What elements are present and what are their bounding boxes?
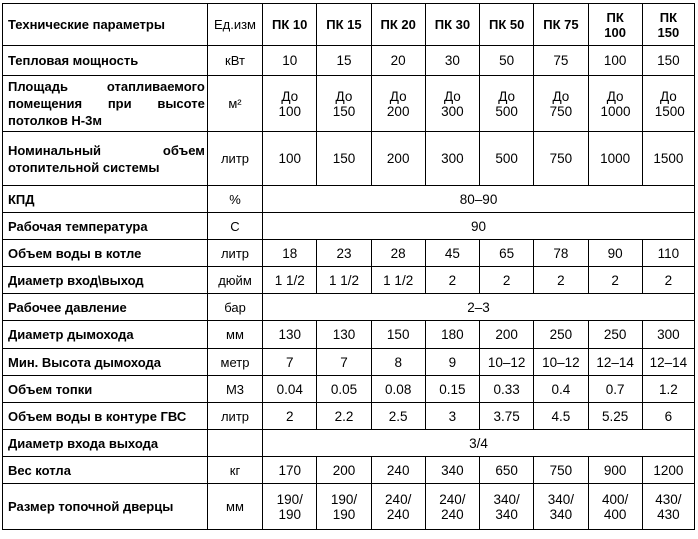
row-param: Рабочее давление	[3, 294, 208, 321]
row-value: До 1500	[642, 76, 694, 132]
row-param: Тепловая мощность	[3, 46, 208, 76]
table-row	[3, 321, 695, 349]
row-param: Объем воды в котле	[3, 240, 208, 267]
row-unit: литр	[207, 403, 262, 430]
row-value: 0.05	[317, 376, 371, 403]
row-value: 1 1/2	[371, 267, 425, 294]
row-param: Объем топки	[3, 376, 208, 403]
table-row	[3, 376, 695, 403]
row-unit: мм	[207, 321, 262, 349]
row-unit: метр	[207, 349, 262, 376]
row-value: 150	[642, 46, 694, 76]
row-value: 340/ 340	[534, 484, 588, 530]
row-value: До 1000	[588, 76, 642, 132]
row-value: 500	[480, 132, 534, 186]
row-param: Размер топочной дверцы	[3, 484, 208, 530]
row-value: 1200	[642, 457, 694, 484]
row-value: 18	[263, 240, 317, 267]
row-value: 240/ 240	[371, 484, 425, 530]
row-value: 2	[425, 267, 479, 294]
row-value: 4.5	[534, 403, 588, 430]
row-param: КПД	[3, 186, 208, 213]
row-unit: литр	[207, 240, 262, 267]
row-value: 12–14	[642, 349, 694, 376]
row-value: 200	[371, 132, 425, 186]
table-row	[3, 294, 695, 321]
row-unit: дюйм	[207, 267, 262, 294]
row-value: 340/ 340	[480, 484, 534, 530]
header-model: ПК 20	[371, 4, 425, 46]
table-row	[3, 267, 695, 294]
row-value: До 300	[425, 76, 479, 132]
row-value: 9	[425, 349, 479, 376]
row-value: 28	[371, 240, 425, 267]
row-value: 900	[588, 457, 642, 484]
row-value: 240	[371, 457, 425, 484]
row-param: Рабочая температура	[3, 213, 208, 240]
row-param: Диаметр дымохода	[3, 321, 208, 349]
row-value: 2	[263, 403, 317, 430]
row-value: 75	[534, 46, 588, 76]
row-value: 340	[425, 457, 479, 484]
table-row	[3, 484, 695, 530]
row-value: 240/ 240	[425, 484, 479, 530]
table-row	[3, 132, 695, 186]
row-value: 150	[317, 132, 371, 186]
header-model: ПК 150	[642, 4, 694, 46]
row-value: 7	[317, 349, 371, 376]
row-unit: С	[207, 213, 262, 240]
row-value: 2.5	[371, 403, 425, 430]
row-value: 3	[425, 403, 479, 430]
table-row	[3, 76, 695, 132]
header-model: ПК 100	[588, 4, 642, 46]
row-value: 110	[642, 240, 694, 267]
row-value: 200	[317, 457, 371, 484]
row-param: Объем воды в контуре ГВС	[3, 403, 208, 430]
row-value: 12–14	[588, 349, 642, 376]
row-unit: кВт	[207, 46, 262, 76]
table-row	[3, 457, 695, 484]
table-row	[3, 430, 695, 457]
header-model: ПК 75	[534, 4, 588, 46]
row-value: 50	[480, 46, 534, 76]
row-value: 400/ 400	[588, 484, 642, 530]
row-value: 250	[588, 321, 642, 349]
row-value: 1 1/2	[263, 267, 317, 294]
row-value: 190/ 190	[317, 484, 371, 530]
specs-table	[2, 3, 695, 530]
header-param: Технические параметры	[3, 4, 208, 46]
row-value: 200	[480, 321, 534, 349]
row-value: 250	[534, 321, 588, 349]
row-value: 2	[480, 267, 534, 294]
row-value: 10–12	[480, 349, 534, 376]
row-value: 90	[588, 240, 642, 267]
row-param: Мин. Высота дымохода	[3, 349, 208, 376]
row-value: 190/ 190	[263, 484, 317, 530]
row-merged-value: 80–90	[263, 186, 695, 213]
row-value: 8	[371, 349, 425, 376]
row-value: 130	[317, 321, 371, 349]
row-value: 2	[534, 267, 588, 294]
row-value: 5.25	[588, 403, 642, 430]
row-value: 1500	[642, 132, 694, 186]
table-row	[3, 403, 695, 430]
header-row	[3, 4, 695, 46]
row-value: До 750	[534, 76, 588, 132]
row-value: 10–12	[534, 349, 588, 376]
row-value: 7	[263, 349, 317, 376]
row-value: 30	[425, 46, 479, 76]
row-value: До 200	[371, 76, 425, 132]
row-value: 0.4	[534, 376, 588, 403]
row-value: 1000	[588, 132, 642, 186]
table-row	[3, 349, 695, 376]
row-value: 10	[263, 46, 317, 76]
header-unit: Ед.изм	[207, 4, 262, 46]
header-model: ПК 15	[317, 4, 371, 46]
row-unit: кг	[207, 457, 262, 484]
row-param: Вес котла	[3, 457, 208, 484]
row-value: 130	[263, 321, 317, 349]
row-param: Номинальный объем отопительной системы	[3, 132, 208, 186]
row-value: 0.15	[425, 376, 479, 403]
row-value: 0.33	[480, 376, 534, 403]
row-value: 150	[371, 321, 425, 349]
row-unit: %	[207, 186, 262, 213]
row-value: 3.75	[480, 403, 534, 430]
row-param: Диаметр вход\выход	[3, 267, 208, 294]
row-value: 750	[534, 132, 588, 186]
row-value: До 150	[317, 76, 371, 132]
row-value: 2	[588, 267, 642, 294]
row-value: 430/ 430	[642, 484, 694, 530]
row-unit: мм	[207, 484, 262, 530]
table-row	[3, 213, 695, 240]
row-unit: м²	[207, 76, 262, 132]
row-value: 0.7	[588, 376, 642, 403]
row-value: 6	[642, 403, 694, 430]
header-model: ПК 50	[480, 4, 534, 46]
row-unit: бар	[207, 294, 262, 321]
row-value: 2.2	[317, 403, 371, 430]
header-model: ПК 10	[263, 4, 317, 46]
row-value: 1.2	[642, 376, 694, 403]
header-model: ПК 30	[425, 4, 479, 46]
row-value: 300	[642, 321, 694, 349]
table-body	[3, 4, 695, 530]
row-value: 650	[480, 457, 534, 484]
row-value: 750	[534, 457, 588, 484]
row-value: 20	[371, 46, 425, 76]
row-value: 100	[588, 46, 642, 76]
row-value: 100	[263, 132, 317, 186]
row-value: 78	[534, 240, 588, 267]
row-value: 45	[425, 240, 479, 267]
row-value: 180	[425, 321, 479, 349]
row-merged-value: 90	[263, 213, 695, 240]
row-value: 170	[263, 457, 317, 484]
table-row	[3, 46, 695, 76]
row-merged-value: 3/4	[263, 430, 695, 457]
row-value: 2	[642, 267, 694, 294]
table-row	[3, 186, 695, 213]
row-unit: М3	[207, 376, 262, 403]
row-param: Площадь отапливаемого помещения при высоте потолков Н-3м	[3, 76, 208, 132]
row-merged-value: 2–3	[263, 294, 695, 321]
row-unit	[207, 430, 262, 457]
row-value: 15	[317, 46, 371, 76]
row-value: 300	[425, 132, 479, 186]
row-unit: литр	[207, 132, 262, 186]
row-value: 1 1/2	[317, 267, 371, 294]
row-value: 65	[480, 240, 534, 267]
row-value: До 500	[480, 76, 534, 132]
row-value: 0.04	[263, 376, 317, 403]
row-value: 0.08	[371, 376, 425, 403]
row-value: До 100	[263, 76, 317, 132]
row-param: Диаметр входа выхода	[3, 430, 208, 457]
table-row	[3, 240, 695, 267]
row-value: 23	[317, 240, 371, 267]
